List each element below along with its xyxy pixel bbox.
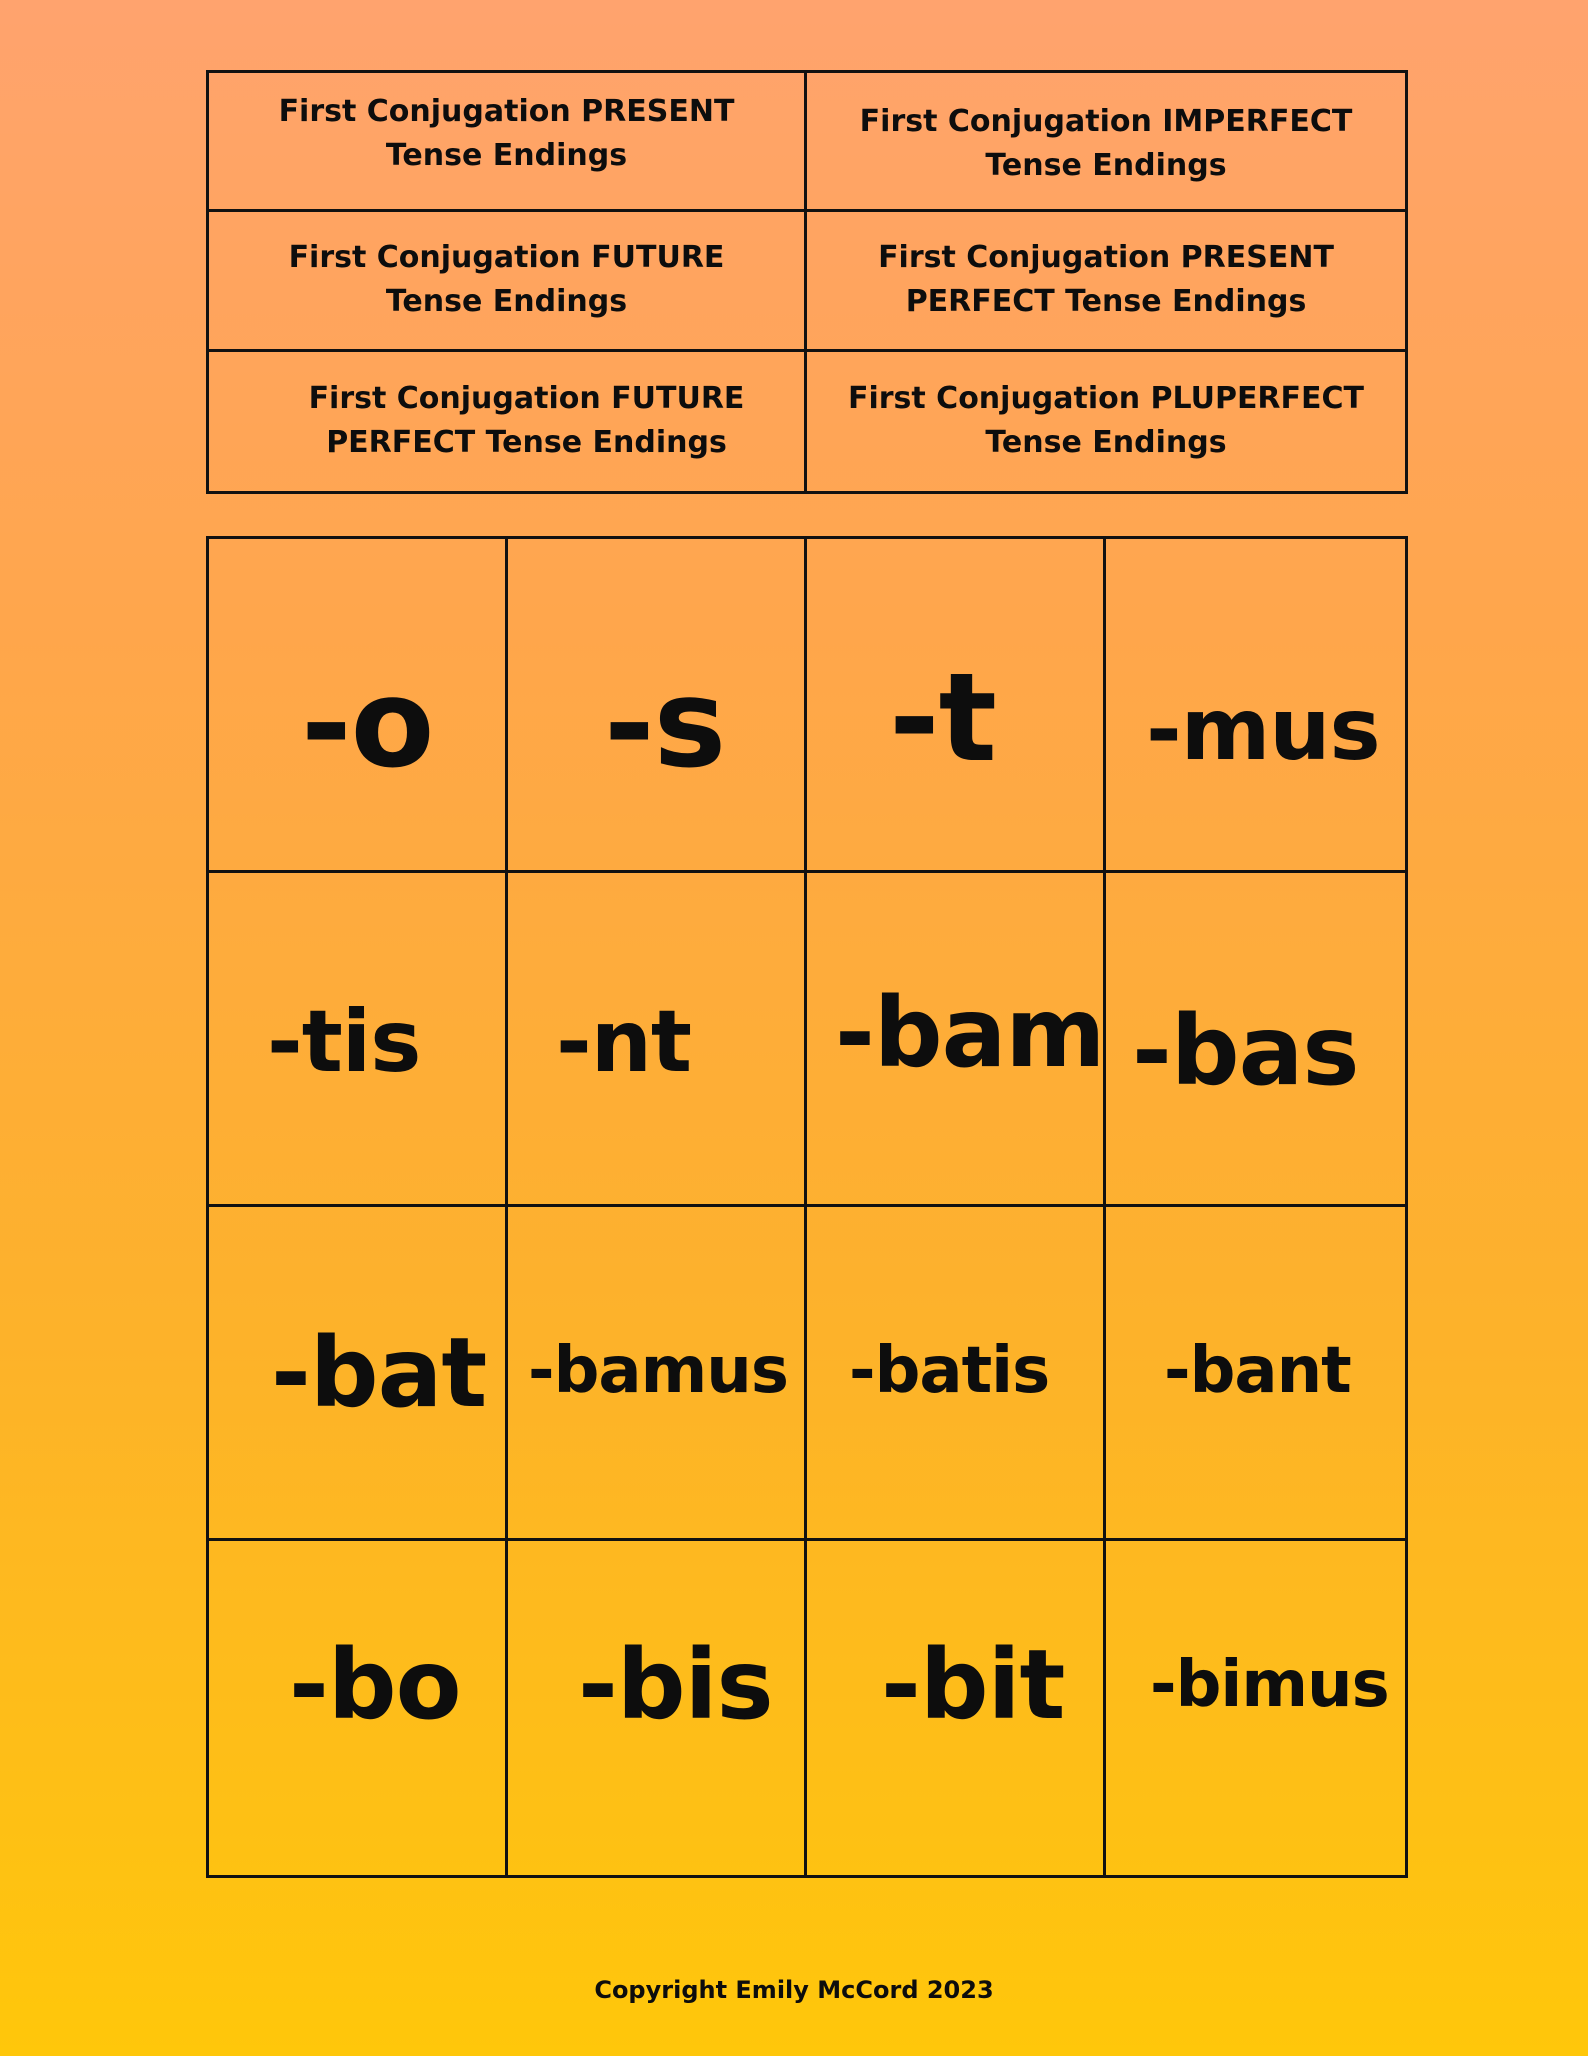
ending-text: -bant — [1164, 1334, 1351, 1408]
ending-cell — [807, 1207, 1106, 1541]
header-pluperfect-label: First Conjugation PLUPERFECT Tense Endings — [847, 381, 1365, 461]
ending-cell — [1106, 1541, 1405, 1875]
ending-text: -batis — [849, 1334, 1050, 1408]
ending-cell — [807, 873, 1106, 1207]
ending-cell — [508, 539, 807, 873]
tense-header-table — [206, 70, 1408, 494]
ending-cell — [209, 539, 508, 873]
ending-cell — [1106, 1207, 1405, 1541]
endings-grid — [206, 536, 1408, 1878]
header-future-label: First Conjugation FUTURE Tense Endings — [288, 240, 725, 320]
header-present-perfect — [807, 212, 1405, 351]
ending-cell — [209, 873, 508, 1207]
ending-cell — [1106, 873, 1405, 1207]
ending-cell — [508, 1541, 807, 1875]
ending-text: -bat — [271, 1317, 487, 1429]
ending-text: -bo — [289, 1629, 461, 1741]
ending-text: -o — [301, 653, 434, 795]
header-imperfect — [807, 73, 1405, 212]
ending-text: -bam — [835, 977, 1105, 1089]
ending-cell — [508, 873, 807, 1207]
header-present — [209, 73, 807, 212]
header-present-perfect-label: First Conjugation PRESENT PERFECT Tense Endings — [878, 240, 1334, 320]
ending-text: -bamus — [528, 1334, 788, 1408]
ending-text: -bit — [881, 1629, 1065, 1741]
ending-cell — [508, 1207, 807, 1541]
ending-cell — [209, 1207, 508, 1541]
ending-text: -bimus — [1150, 1648, 1389, 1722]
ending-cell — [1106, 539, 1405, 873]
ending-cell — [209, 1541, 508, 1875]
ending-text: -s — [604, 653, 726, 795]
ending-text: -bis — [578, 1629, 773, 1741]
header-future — [209, 212, 807, 351]
ending-text: -mus — [1146, 680, 1380, 780]
header-imperfect-label: First Conjugation IMPERFECT Tense Endings — [859, 104, 1353, 184]
ending-cell — [807, 539, 1106, 873]
ending-text: -bas — [1132, 995, 1359, 1107]
ending-text: -t — [889, 647, 996, 789]
ending-text: -tis — [267, 992, 421, 1092]
header-pluperfect — [807, 352, 1405, 491]
ending-text: -nt — [556, 992, 692, 1092]
header-present-label: First Conjugation PRESENT Tense Endings — [278, 94, 735, 174]
header-future-perfect — [209, 352, 807, 491]
copyright-notice: Copyright Emily McCord 2023 — [594, 1976, 994, 2004]
header-future-perfect-label: First Conjugation FUTURE PERFECT Tense Endings — [308, 381, 745, 461]
ending-cell — [807, 1541, 1106, 1875]
